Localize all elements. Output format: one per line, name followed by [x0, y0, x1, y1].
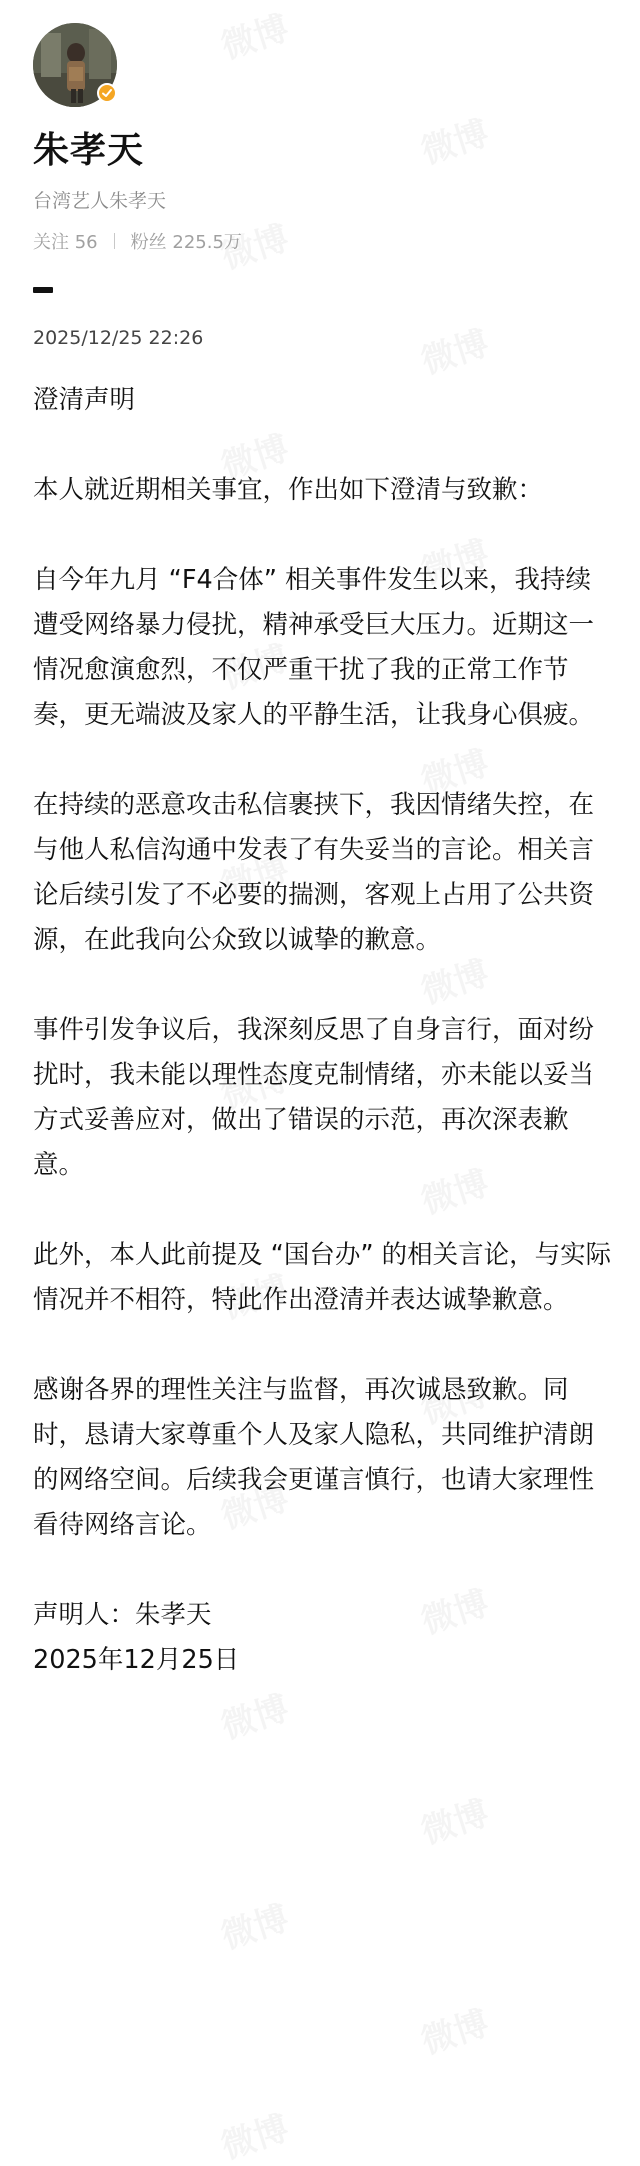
watermark-text [214, 1891, 294, 1959]
watermark-text [414, 1996, 494, 2064]
post-signature: 声明人：朱孝天 [33, 1600, 212, 1630]
watermark-text [214, 1, 294, 69]
post-paragraph: 本人就近期相关事宜，作出如下澄清与致歉： [33, 475, 544, 505]
verified-badge-icon [97, 83, 117, 103]
post-paragraph: 在持续的恶意攻击私信裹挟下，我因情绪失控，在与他人私信沟通中发表了有失妥当的言论。相关言论后续引发了不必要的揣测，客观上占用了公共资源，在此我向公众致以诚挚的歉意。 [33, 790, 595, 955]
section-divider-mark [33, 287, 53, 293]
post-body [33, 378, 613, 1683]
profile-stats [33, 228, 242, 254]
post-paragraph: 此外，本人此前提及 “国台办” 的相关言论，与实际情况并不相符，特此作出澄清并表达诚挚歉意。 [33, 1240, 612, 1315]
following-count: 56 [74, 232, 98, 253]
stats-divider [114, 233, 115, 249]
post-paragraph-title: 澄清声明 [33, 385, 136, 415]
followers-count: 225.5万 [172, 232, 242, 253]
post-signed-date: 2025年12月25日 [33, 1645, 240, 1675]
profile-name[interactable]: 朱孝天 [33, 130, 145, 171]
watermark-text [414, 1786, 494, 1854]
watermark-text [214, 2101, 294, 2166]
profile-bio: 台湾艺人朱孝天 [33, 190, 167, 212]
avatar[interactable] [33, 23, 117, 107]
watermark-text [414, 316, 494, 384]
post-paragraph: 感谢各界的理性关注与监督，再次诚恳致歉。同时，恳请大家尊重个人及家人隐私，共同维护清朗的网络空间。后续我会更谨言慎行，也请大家理性看待网络言论。 [33, 1375, 595, 1540]
following-stat[interactable] [33, 228, 98, 254]
following-label: 关注 [33, 232, 69, 253]
followers-stat[interactable] [131, 228, 242, 254]
post-paragraph: 自今年九月 “F4合体” 相关事件发生以来，我持续遭受网络暴力侵扰，精神承受巨大压力。近期这一情况愈演愈烈，不仅严重干扰了我的正常工作节奏，更无端波及家人的平静生活，让我身心俱疲。 [33, 565, 595, 730]
watermark-text [214, 1681, 294, 1749]
watermark-text [414, 106, 494, 174]
post-paragraph: 事件引发争议后，我深刻反思了自身言行，面对纷扰时，我未能以理性态度克制情绪，亦未能以妥当方式妥善应对，做出了错误的示范，再次深表歉意。 [33, 1015, 595, 1180]
post-timestamp: 2025/12/25 22:26 [33, 327, 204, 349]
followers-label: 粉丝 [130, 232, 167, 253]
